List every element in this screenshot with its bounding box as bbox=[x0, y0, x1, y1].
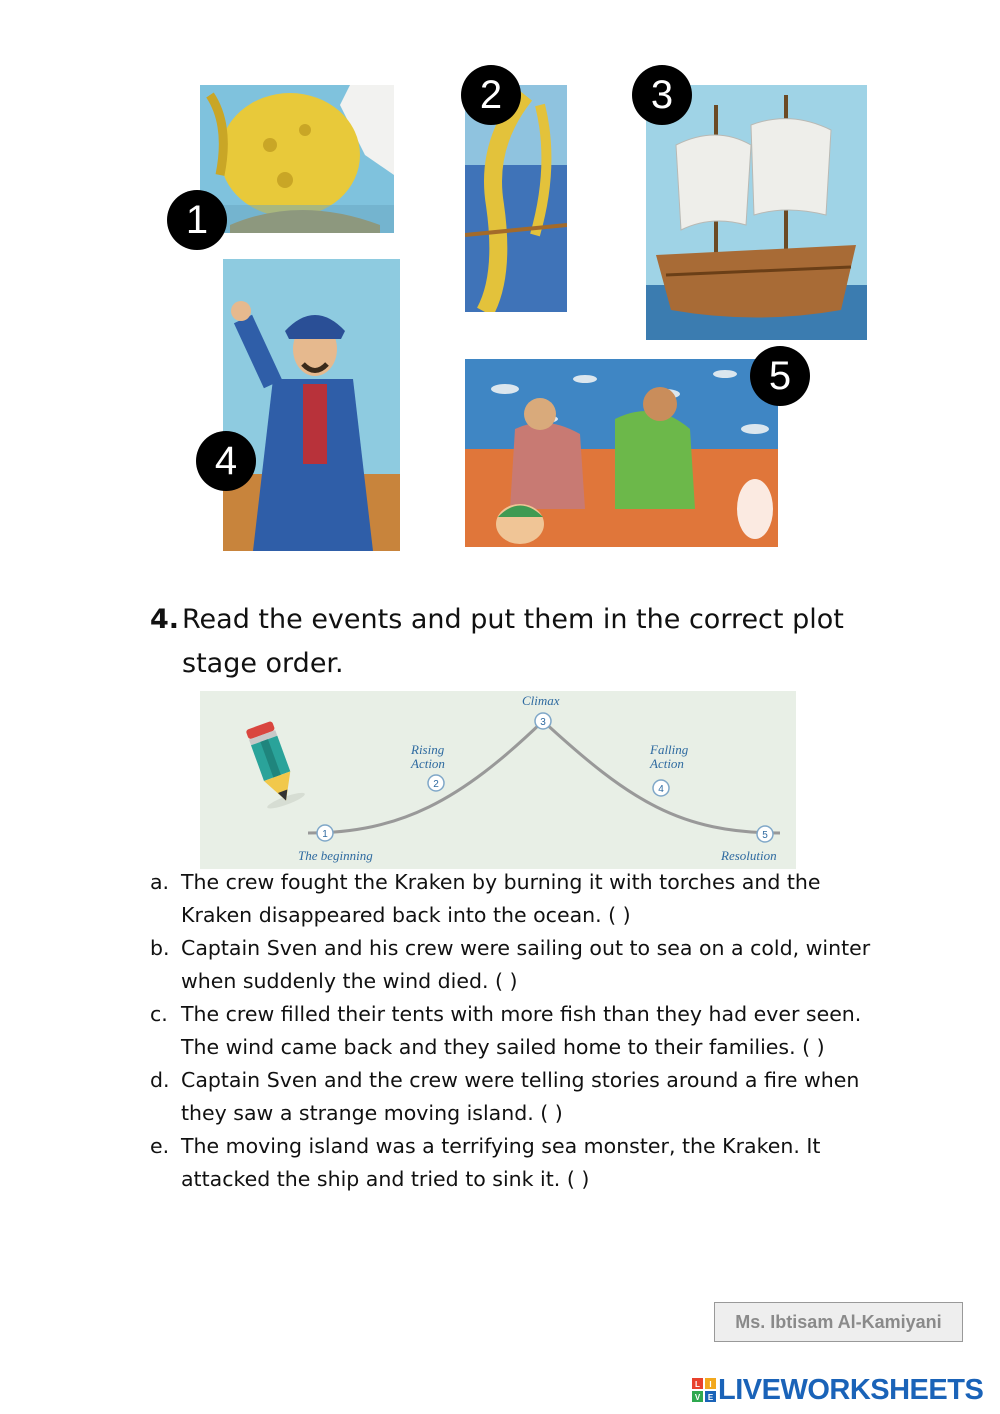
stage-label-beginning: The beginning bbox=[298, 848, 373, 863]
svg-text:E: E bbox=[707, 1393, 714, 1402]
liveworksheets-logo-icon bbox=[692, 1378, 716, 1402]
author-signature: Ms. Ibtisam Al-Kamiyani bbox=[714, 1302, 963, 1342]
event-item-c bbox=[150, 998, 890, 1064]
stage-marker-number: 2 bbox=[433, 779, 439, 790]
picture-sailing-ship bbox=[646, 85, 867, 340]
pencil-icon bbox=[240, 719, 306, 812]
event-letter: d. bbox=[150, 1068, 170, 1092]
event-text: Captain Sven and the crew were telling stories around a fire when they saw a strange moving island. ( ) bbox=[181, 1068, 860, 1125]
event-item-b bbox=[150, 932, 890, 998]
stage-label-falling-line1: Falling bbox=[650, 742, 689, 757]
plot-arc-diagram bbox=[200, 691, 796, 869]
picture-number-badge: 3 bbox=[632, 65, 692, 125]
event-text: The crew fought the Kraken by burning it with torches and the Kraken disappeared back into the ocean. ( ) bbox=[181, 870, 821, 927]
picture-number-badge: 4 bbox=[196, 431, 256, 491]
event-letter: c. bbox=[150, 1002, 168, 1026]
event-text: The moving island was a terrifying sea monster, the Kraken. It attacked the ship and tried to sink it. ( ) bbox=[181, 1134, 821, 1191]
event-item-a bbox=[150, 866, 890, 932]
stage-marker-number: 3 bbox=[540, 717, 546, 728]
event-text: The crew filled their tents with more fish than they had ever seen. The wind came back and they sailed home to their families. ( ) bbox=[181, 1002, 862, 1059]
stage-marker-number: 5 bbox=[762, 830, 768, 841]
event-letter: e. bbox=[150, 1134, 170, 1158]
stage-label-resolution: Resolution bbox=[721, 848, 777, 863]
svg-text:V: V bbox=[694, 1393, 701, 1402]
question-text: Read the events and put them in the correct plot stage order. bbox=[182, 604, 844, 679]
stage-marker-number: 1 bbox=[322, 829, 328, 840]
events-list bbox=[150, 866, 890, 1196]
stage-marker-1 bbox=[317, 825, 333, 841]
event-letter: b. bbox=[150, 936, 170, 960]
stage-label-rising-line1: Rising bbox=[411, 742, 445, 757]
stage-marker-5 bbox=[757, 826, 773, 842]
picture-number-badge: 2 bbox=[461, 65, 521, 125]
stage-marker-number: 4 bbox=[658, 784, 664, 795]
picture-number-badge: 1 bbox=[167, 190, 227, 250]
picture-captain bbox=[223, 259, 400, 551]
stage-marker-4 bbox=[653, 780, 669, 796]
picture-number-badge: 5 bbox=[750, 346, 810, 406]
brand-wordmark: LIVEWORKSHEETS bbox=[718, 1374, 984, 1406]
plot-arc-curve bbox=[308, 721, 780, 833]
stage-label-rising-line2: Action bbox=[411, 756, 445, 771]
event-item-d bbox=[150, 1064, 890, 1130]
svg-text:I: I bbox=[709, 1380, 712, 1389]
picture-crew-with-fish bbox=[465, 359, 778, 547]
event-item-e bbox=[150, 1130, 890, 1196]
svg-text:L: L bbox=[695, 1380, 700, 1389]
question-4 bbox=[150, 598, 850, 686]
stage-label-climax: Climax bbox=[522, 693, 560, 708]
stage-label-falling-line2: Action bbox=[650, 756, 684, 771]
picture-kraken-on-ship bbox=[200, 85, 394, 233]
stage-marker-2 bbox=[428, 775, 444, 791]
event-letter: a. bbox=[150, 870, 170, 894]
event-text: Captain Sven and his crew were sailing out to sea on a cold, winter when suddenly the wind died. ( ) bbox=[181, 936, 871, 993]
question-number: 4. bbox=[150, 604, 180, 635]
stage-marker-3 bbox=[535, 713, 551, 729]
